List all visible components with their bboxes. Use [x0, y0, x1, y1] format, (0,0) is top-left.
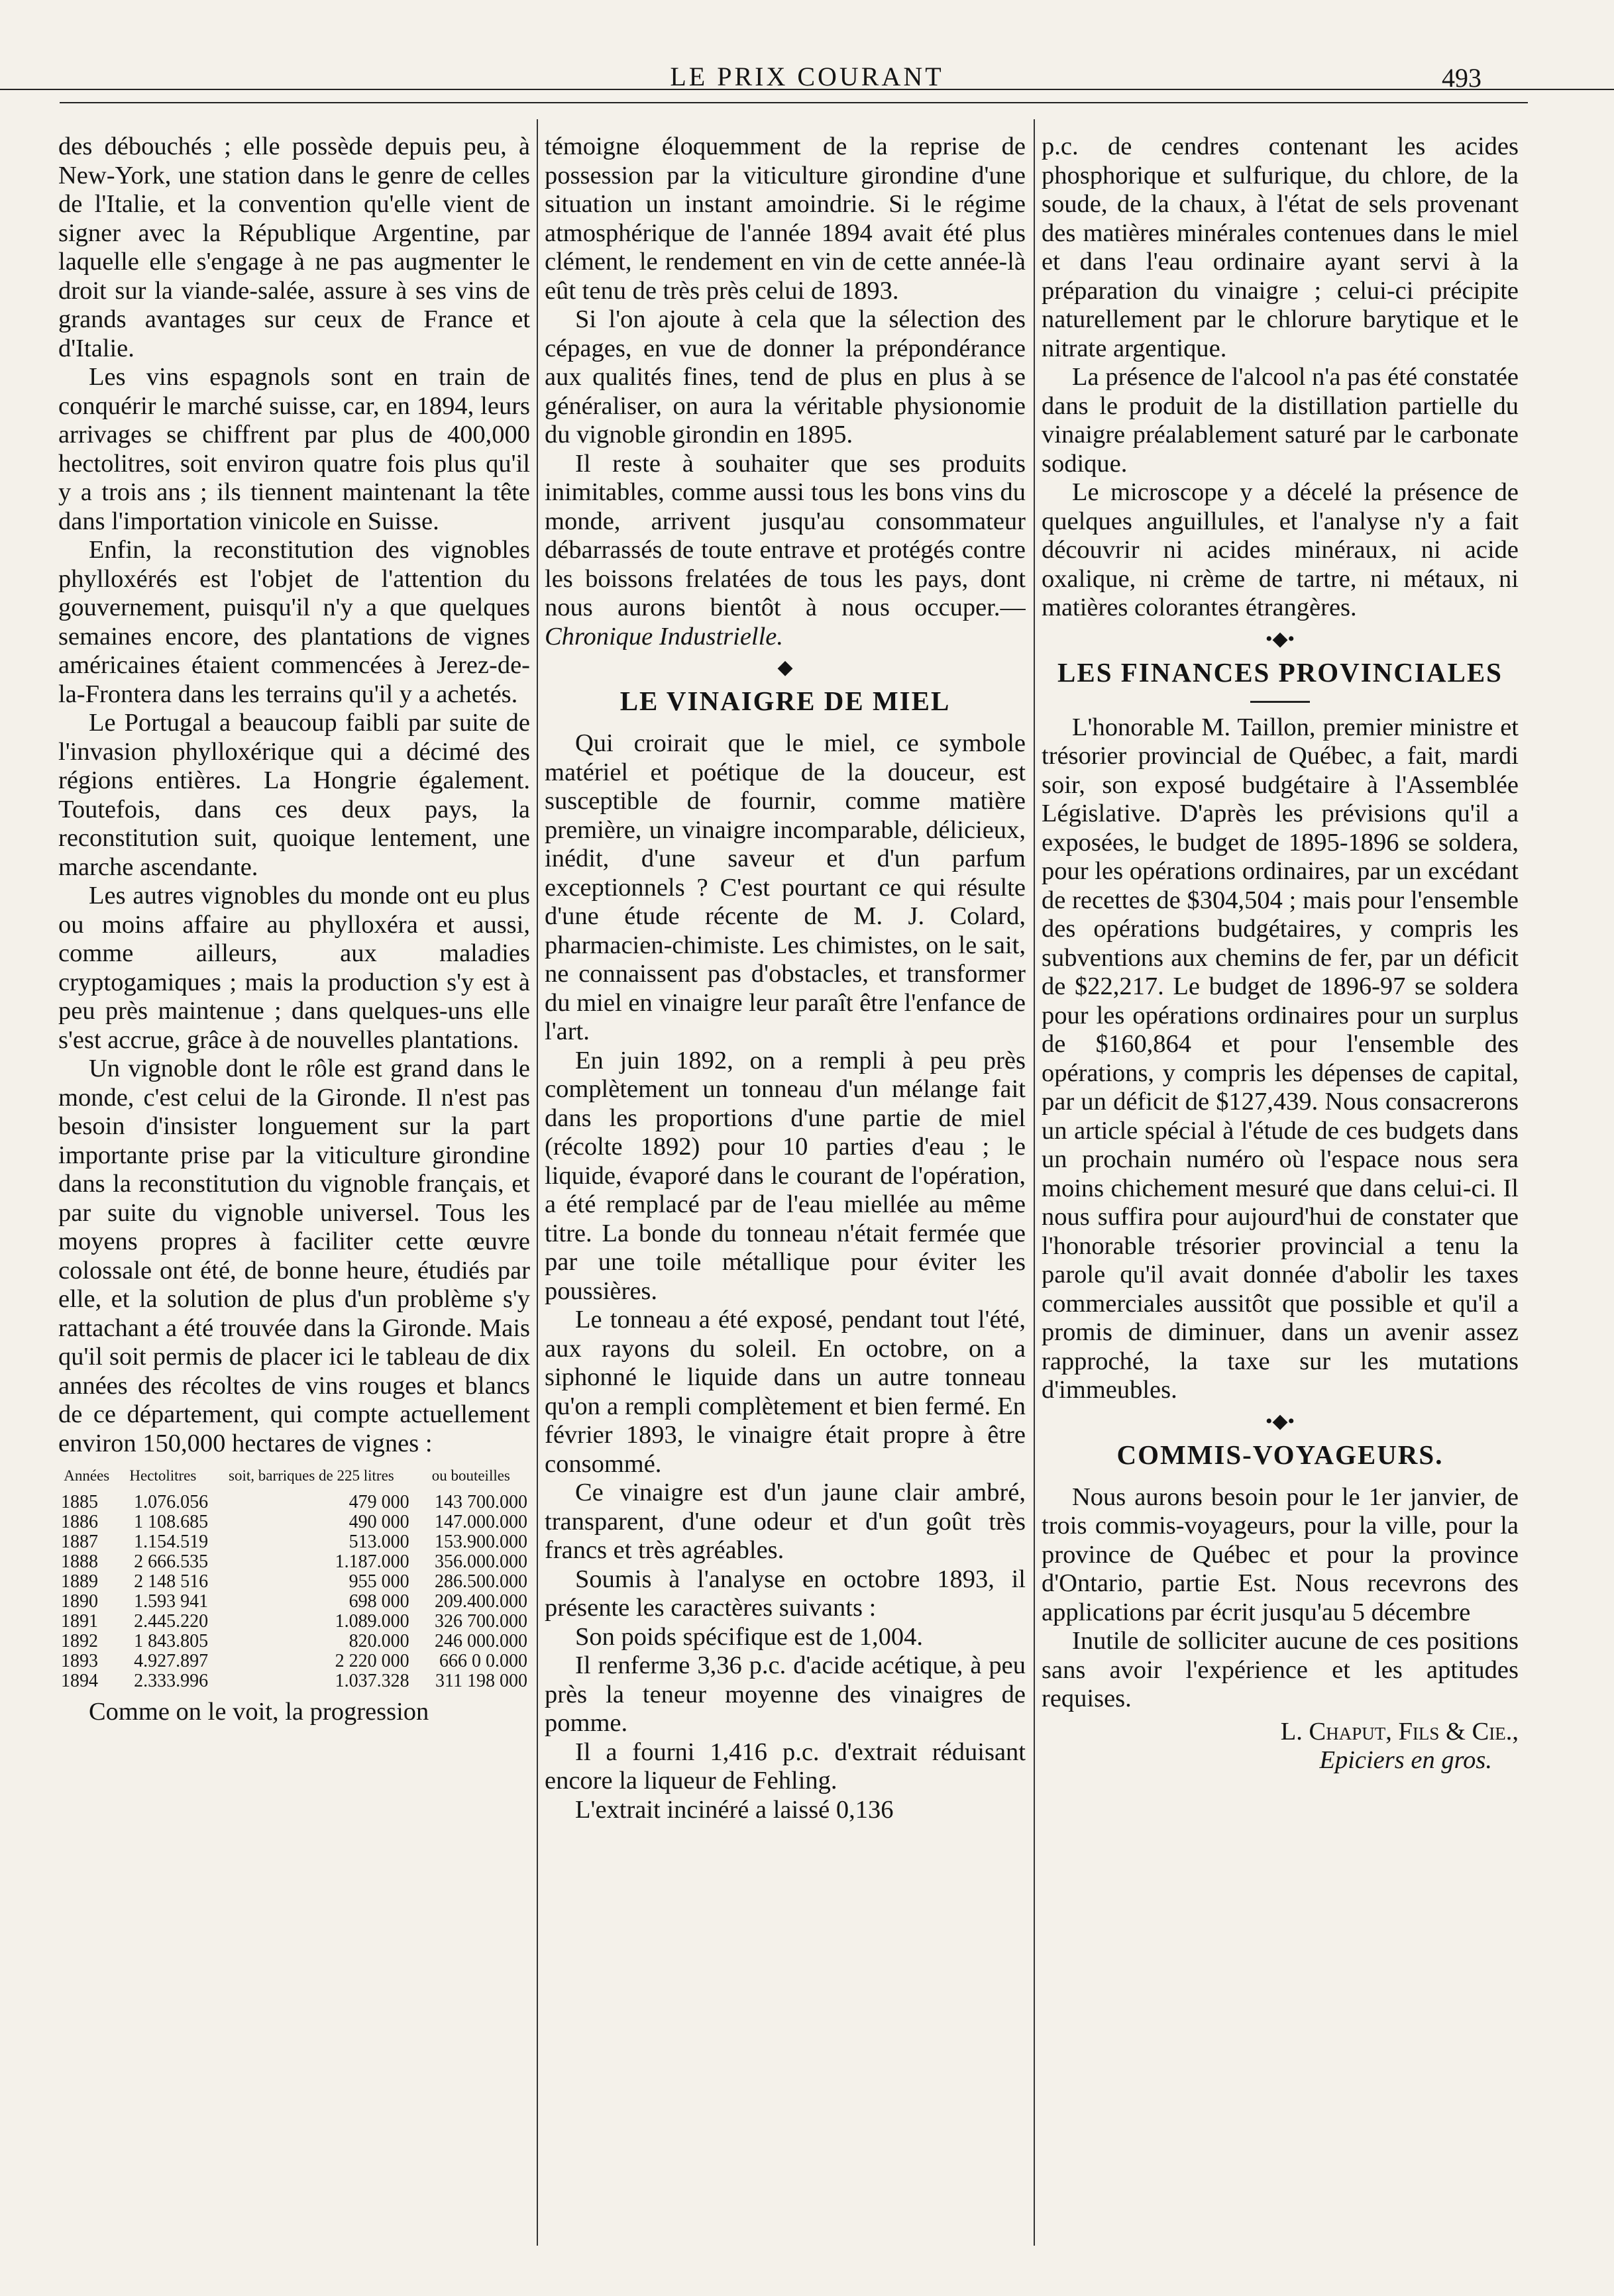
table-row [58, 1572, 530, 1592]
paragraph: Si l'on ajoute à cela que la sélection des cépages, en vue de donner la prépondérance aux qualités fines, tend de plus en plus à se généraliser, on aura la véritable physionomie du vignoble girondin en 1895. [545, 305, 1026, 448]
paragraph: Le Portugal a beaucoup faibli par suite de l'invasion phylloxérique qui a décimé des régions entières. La Hongrie également. Toutefois, dans ces deux pays, la reconstitution suit, quoique lentement, une marche ascendante. [58, 709, 530, 881]
table-row [58, 1532, 530, 1552]
paragraph: Il a fourni 1,416 p.c. d'extrait réduisant encore la liqueur de Fehling. [545, 1738, 1026, 1795]
table-row [58, 1651, 530, 1671]
paragraph: Les autres vignobles du monde ont eu plus ou moins affaire au phylloxéra et aussi, comme ailleurs, aux maladies cryptogamiques ; mais la production s'y est à peu près maintenue ; dans quelques-uns elle s'est accrue, grâce à de nouvelles plantations. [58, 882, 530, 1054]
table-cell: 1.089.000 [335, 1611, 409, 1632]
table-cell: 356.000.000 [435, 1551, 527, 1572]
table-cell: 1893 [61, 1651, 98, 1671]
table-cell: 246 000.000 [435, 1631, 527, 1651]
newspaper-title: LE PRIX COURANT [670, 62, 944, 91]
table-cell: 2.333.996 [134, 1671, 209, 1691]
paragraph: Soumis à l'analyse en octobre 1893, il présente les caractères suivants : [545, 1565, 1026, 1622]
table-cell: 143 700.000 [435, 1492, 527, 1512]
source-citation: Chronique Industrielle. [545, 622, 784, 651]
table-row [58, 1512, 530, 1532]
section-separator: ◆ [777, 656, 793, 678]
table-cell: 1 108.685 [134, 1512, 209, 1532]
signature-role: Epiciers en gros. [1319, 1746, 1492, 1774]
table-cell: 1885 [61, 1492, 98, 1512]
table-cell: 153.900.000 [435, 1532, 527, 1552]
section-separator: •◆• [1265, 627, 1295, 650]
table-row [58, 1552, 530, 1572]
table-cell: 1.076.056 [134, 1492, 209, 1512]
paragraph: des débouchés ; elle possède depuis peu, à New-York, une station dans le genre de celles de l'Italie, et la convention qu'elle vient de signer avec la République Argentine, par laquelle elle s'engage à ne pas augmenter le droit sur la viande-salée, assure à ses vins de grands avantages sur ceux de France et d'Italie. [58, 132, 530, 362]
column-divider [1034, 119, 1035, 2246]
paragraph: Un vignoble dont le rôle est grand dans le monde, c'est celui de la Gironde. Il n'est pas besoin d'insister longuement sur la part importante prise par la viticulture girondine dans la reconstitution du vignoble français, et par suite du vignoble universel. Tous les moyens propres à faciliter cette œuvre colossale ont été, de bonne heure, étudiés par elle, et la solution de plus d'un problème s'y rattachant a été trouvée dans la Gironde. Mais qu'il soit permis de placer ici le tableau de dix années des récoltes de vins rouges et blancs de ce département, qui compte actuellement environ 150,000 hectares de vignes : [58, 1055, 530, 1457]
table-cell: 1.187.000 [335, 1551, 409, 1572]
table-cell: 2 220 000 [335, 1651, 409, 1671]
paragraph: La présence de l'alcool n'a pas été constatée dans le produit de la distillation partielle du vinaigre préalablement saturé par le carbonate sodique. [1042, 363, 1519, 478]
paragraph-text: Il reste à souhaiter que ses produits inimitables, comme aussi tous les bons vins du monde, arrivent jusqu'au consommateur débarrassés de toute entrave et protégés contre les boissons frelatées de tous les pays, dont nous aurons bientôt à nous occuper.— [545, 449, 1026, 621]
table-cell: 2.445.220 [134, 1611, 209, 1632]
table-cell: 1.037.328 [335, 1671, 409, 1691]
table-cell: 1889 [61, 1571, 98, 1592]
column-divider [537, 119, 538, 2246]
table-cell: 1.154.519 [134, 1532, 209, 1552]
section-separator: •◆• [1265, 1410, 1295, 1432]
header-rule-secondary [60, 102, 1528, 103]
harvest-table [58, 1467, 530, 1691]
column-2 [545, 132, 1026, 2239]
table-header: ou bouteilles [431, 1467, 510, 1484]
table-cell: 1888 [61, 1551, 98, 1572]
paragraph: Ce vinaigre est d'un jaune clair ambré, transparent, d'une odeur et d'un goût très francs et très agréables. [545, 1479, 1026, 1564]
paragraph: En juin 1892, on a rempli à peu près complètement un tonneau d'un mélange fait dans les proportions d'une partie de miel (récolte 1892) pour 10 parties d'eau ; le liquide, évaporé dans le courant de l'opération, a été remplacé par de l'eau miellée au même titre. La bonde du tonneau n'était fermée que par une toile métallique pour éviter les poussières. [545, 1046, 1026, 1305]
table-header: soit, barriques de 225 litres [229, 1467, 394, 1484]
table-cell: 1892 [61, 1631, 98, 1651]
table-cell: 820.000 [349, 1631, 409, 1651]
article-heading: LES FINANCES PROVINCIALES [1057, 656, 1503, 688]
table-cell: 479 000 [349, 1492, 409, 1512]
table-row [58, 1612, 530, 1632]
article-heading: LE VINAIGRE DE MIEL [619, 686, 951, 716]
table-cell: 4.927.897 [134, 1651, 209, 1671]
table-header: Années [64, 1467, 110, 1484]
column-1 [58, 132, 530, 2239]
table-cell: 698 000 [349, 1591, 409, 1612]
paragraph: Comme on le voit, la progression [89, 1698, 429, 1726]
paragraph: Il renferme 3,36 p.c. d'acide acétique, à peu près la teneur moyenne des vinaigres de pomme. [545, 1651, 1026, 1737]
table-cell: 1 843.805 [134, 1631, 209, 1651]
table-cell: 1887 [61, 1532, 98, 1552]
table-cell: 147.000.000 [435, 1512, 527, 1532]
table-cell: 1.593 941 [134, 1591, 209, 1612]
signature-block [1042, 1718, 1519, 1775]
table-cell: 286.500.000 [435, 1571, 527, 1592]
paragraph: Nous aurons besoin pour le 1er janvier, de trois commis-voyageurs, pour la ville, pour la province de Québec et pour la province d'Ontario, partie Est. Nous recevrons des applications par écrit jusqu'au 5 décembre [1042, 1483, 1519, 1626]
table-cell: 1886 [61, 1512, 98, 1532]
table-cell: 2 666.535 [134, 1551, 209, 1572]
table-cell: 490 000 [349, 1512, 409, 1532]
paragraph: L'extrait incinéré a laissé 0,136 [575, 1795, 894, 1824]
paragraph: L'honorable M. Taillon, premier ministre et trésorier provincial de Québec, a fait, mardi soir, son exposé budgétaire à l'Assemblée Législative. D'après les prévisions qu'il a exposées, le budget de 1895-1896 se soldera, pour les opérations ordinaires, par un excédant de recettes de $304,504 ; mais pour l'ensemble des opérations budgétaires, y compris les subventions aux chemins de fer, par un déficit de $22,217. Le budget de 1896-97 se soldera pour les opérations ordinaires pour un surplus de $160,864 et pour l'ensemble des opérations, y compris les dépenses de capital, par un déficit de $127,439. Nous consacrerons un article spécial à l'étude de ces budgets dans un prochain numéro où l'espace nous sera moins chichement mesuré que dans celui-ci. Il nous suffira pour aujourd'hui de constater que l'honorable trésorier provincial a tenu la parole qu'il avait donnée d'abolir les taxes commerciales aussitôt que possible et qu'il a promis de diminuer, dans un avenir assez rapproché, la taxe sur les mutations d'immeubles. [1042, 713, 1519, 1404]
paragraph: Enfin, la reconstitution des vignobles phylloxérés est l'objet de l'attention du gouvernement, puisqu'il n'y a que quelques semaines encore, des plantations de vignes américaines étaient commencées à Jerez-de-la-Frontera dans les terrains qu'il y a achetés. [58, 536, 530, 708]
paragraph: témoigne éloquemment de la reprise de possession par la viticulture girondine d'une situation un instant amoindrie. Si le régime atmosphérique de l'année 1894 avait été plus clément, le rendement en vin de cette année-là eût tenu de très près celui de 1893. [545, 132, 1026, 305]
article-heading: COMMIS-VOYAGEURS. [1116, 1439, 1444, 1470]
table-cell: 1894 [61, 1671, 98, 1691]
page-number: 493 [1442, 63, 1481, 93]
paragraph [545, 450, 1026, 652]
table-row [58, 1671, 530, 1691]
table-cell: 666 0 0.000 [439, 1651, 527, 1671]
table-header: Hectolitres [129, 1467, 197, 1484]
header-rule [0, 89, 1614, 90]
table-cell: 2 148 516 [134, 1571, 209, 1592]
table-cell: 513.000 [349, 1532, 409, 1552]
table-cell: 209.400.000 [435, 1591, 527, 1612]
signature: L. Chaput, Fils & Cie., [1280, 1717, 1519, 1746]
paragraph: Inutile de solliciter aucune de ces positions sans avoir l'expérience et les aptitudes requises. [1042, 1627, 1519, 1712]
table-row [58, 1592, 530, 1612]
table-cell: 955 000 [349, 1571, 409, 1592]
paragraph: Son poids spécifique est de 1,004. [575, 1622, 924, 1651]
paragraph: Le tonneau a été exposé, pendant tout l'été, aux rayons du soleil. En octobre, on a siphonné le liquide dans un autre tonneau qu'on a rempli complètement et bien fermé. En février 1893, le vinaigre était propre à être consommé. [545, 1306, 1026, 1478]
table-row [58, 1492, 530, 1512]
table-row [58, 1632, 530, 1651]
table-cell: 1890 [61, 1591, 98, 1612]
paragraph: p.c. de cendres contenant les acides phosphorique et sulfurique, du chlore, de la soude, de la chaux, à l'état de sels provenant des matières minérales contenues dans le miel et dans l'eau ordinaire ayant servi à la préparation du vinaigre ; celui-ci précipite naturellement par le chlorure barytique et le nitrate argentique. [1042, 132, 1519, 362]
column-3 [1042, 132, 1519, 2239]
table-cell: 326 700.000 [435, 1611, 527, 1632]
paragraph: Les vins espagnols sont en train de conquérir le marché suisse, car, en 1894, leurs arrivages se chiffrent par plus de 400,000 hectolitres, soit environ quatre fois plus qu'il y a trois ans ; ils tiennent maintenant la tête dans l'importation vinicole en Suisse. [58, 363, 530, 535]
paragraph: Qui croirait que le miel, ce symbole matériel et poétique de la douceur, est susceptible de fournir, comme matière première, un vinaigre incomparable, délicieux, inédit, d'une saveur et d'un parfum exceptionnels ? C'est pourtant ce qui résulte d'une étude récente de M. J. Colard, pharmacien-chimiste. Les chimistes, on le sait, ne connaissent pas d'obstacles, et transformer du miel en vinaigre leur paraît être l'enfance de l'art. [545, 729, 1026, 1045]
paragraph: Le microscope y a décelé la présence de quelques anguillules, et l'analyse n'y a fait découvrir ni acides minéraux, ni acide oxalique, ni crème de tartre, ni métaux, ni matières colorantes étrangères. [1042, 478, 1519, 621]
heading-rule [1250, 701, 1310, 703]
page-header [0, 61, 1614, 107]
table-cell: 1891 [61, 1611, 98, 1632]
table-cell: 311 198 000 [435, 1671, 527, 1691]
